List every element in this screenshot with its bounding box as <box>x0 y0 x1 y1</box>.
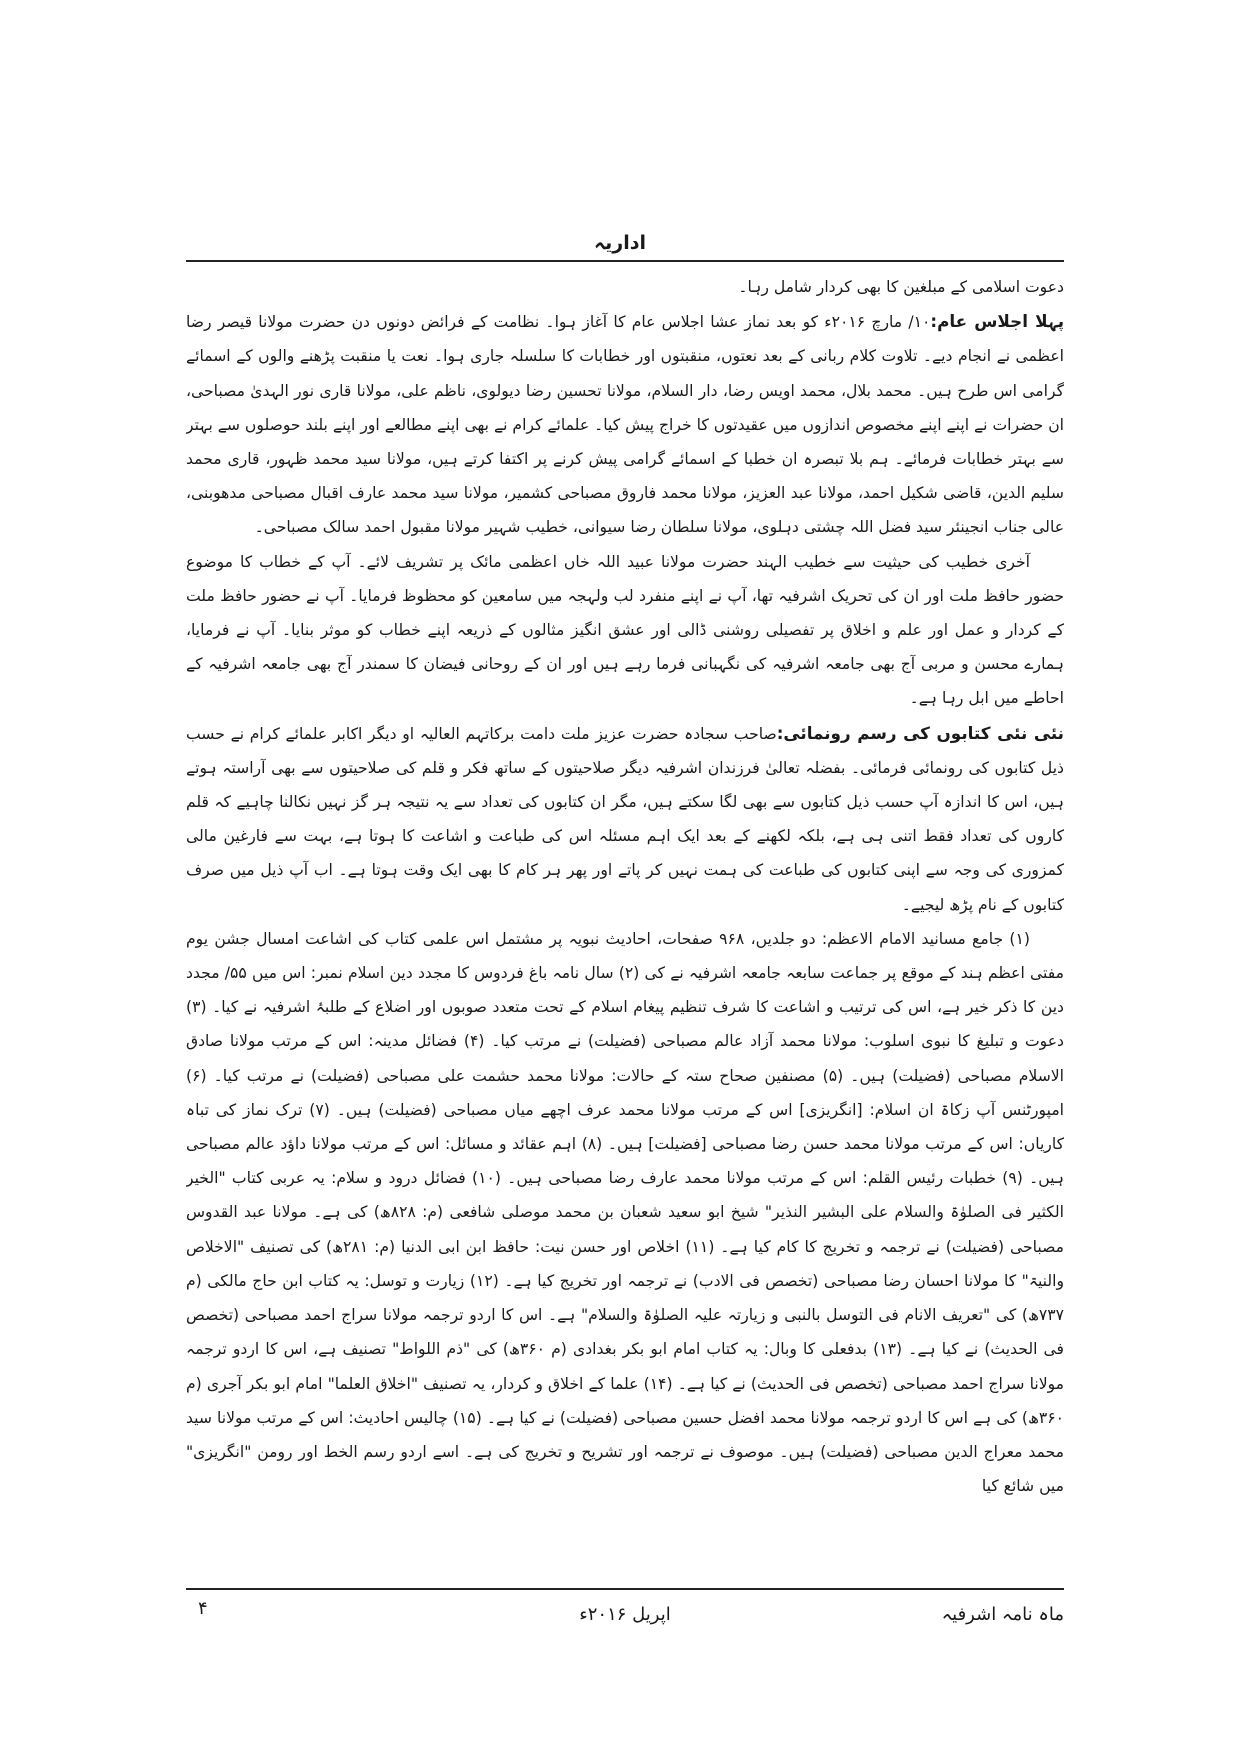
issue-date: اپریل ۲۰۱۶ء <box>579 1604 671 1625</box>
paragraph-4: نئی نئی کتابوں کی رسم رونمائی:صاحب سجادہ حضرت عزیز ملت دامت برکاتہم العالیہ او دیگر اکابر علمائے کرام نے حسب ذیل کتابوں کی رونمائی فرمائی۔ بفضلہ تعالیٰ فرزندان اشرفیہ دیگر صلاحیتوں کے ساتھ فکر و قلم کی صلاحیتوں سے بھی آراستہ ہوتے ہیں، اس کا اندازہ آپ حسب ذیل کتابوں سے بھی لگا سکتے ہیں، مگر ان کتابوں کی تعداد سے یہ نتیجہ ہر گز نہیں نکالنا چاہیے کہ قلم کاروں کی تعداد فقط اتنی ہی ہے، بلکہ لکھنے کے بعد ایک اہم مسئلہ اس کی طباعت و اشاعت کا ہوتا ہے، بہت سے فارغین مالی کمزوری کی وجہ سے اپنی کتابوں کی طباعت کی ہمت نہیں کر پاتے اور پھر ہر کام کا بھی ایک وقت ہوتا ہے۔ اب آپ ذیل میں صرف کتابوں کے نام پڑھ لیجیے۔ <box>186 722 1064 914</box>
header-divider <box>186 260 1064 262</box>
footer-divider <box>186 1588 1064 1590</box>
article-body <box>186 270 1064 1580</box>
paragraph-1: دعوت اسلامی کے مبلغین کا بھی کردار شامل رہا۔ <box>738 278 1064 296</box>
paragraph-4-lead: نئی نئی کتابوں کی رسم رونمائی: <box>776 722 1064 743</box>
page-footer <box>186 1598 1064 1638</box>
paragraph-3: آخری خطیب کی حیثیت سے خطیب الہند حضرت مولانا عبید اللہ خاں اعظمی مائک پر تشریف لائے۔ آپ کے خطاب کا موضوع حضور حافظ ملت اور ان کی تحریک اشرفیہ تھا، آپ نے اپنے منفرد لب ولہجہ میں سامعین کو محظوظ فرمایا۔ آپ نے حضور حافظ ملت کے کردار و عمل اور علم و اخلاق پر تفصیلی روشنی ڈالی اور عشق انگیز مثالوں کے ذریعہ اپنے خطاب کو موثر بنایا۔ آپ نے فرمایا، ہمارے محسن و مربی آج بھی جامعہ اشرفیہ کی نگہبانی فرما رہے ہیں اور ان کے روحانی فیضان کا سمندر آج بھی جامعہ اشرفیہ کے احاطے میں ابل رہا ہے۔ <box>186 552 1064 708</box>
paragraph-2: پہلا اجلاس عام:۱۰/ مارچ ۲۰۱۶ء کو بعد نماز عشا اجلاس عام کا آغاز ہوا۔ نظامت کے فرائض دونوں دن حضرت مولانا قیصر رضا اعظمی نے انجام دیے۔ تلاوت کلام ربانی کے بعد نعتوں، منقبتوں اور خطابات کا سلسلہ جاری ہوا۔ نعت یا منقبت پڑھنے والوں کے اسمائے گرامی اس طرح ہیں۔ محمد بلال، محمد اویس رضا، دار السلام، مولانا تحسین رضا دیولوی، ناظم علی، مولانا قاری نور الہدیٰ مصباحی، ان حضرات نے اپنے اپنے مخصوص اندازوں میں عقیدتوں کا خراج پیش کیا۔ علمائے کرام نے بھی اپنے مطالعے اور اپنے بلند حوصلوں سے بہتر سے بہتر خطابات فرمائے۔ ہم بلا تبصرہ ان خطبا کے اسمائے گرامی پیش کرنے پر اکتفا کرتے ہیں، مولانا سید محمد ظہور، قاری محمد سلیم الدین، قاضی شکیل احمد، مولانا عبد العزیز، مولانا محمد فاروق مصباحی کشمیر، مولانا سید محمد عارف اقبال مصباحی مدھوبنی، عالی جناب انجینئر سید فضل اللہ چشتی دہلوی، مولانا سلطان رضا سیوانی، خطیب شہیر مولانا مقبول احمد سالک مصباحی۔ <box>186 311 1064 537</box>
page-header-title: اداریہ <box>594 232 646 254</box>
paragraph-5: (۱) جامع مسانید الامام الاعظم: دو جلدیں، ۹۶۸ صفحات، احادیث نبویہ پر مشتمل اس علمی کتاب کی اشاعت امسال جشن یوم مفتی اعظم ہند کے موقع پر جماعت سابعہ جامعہ اشرفیہ نے کی (۲) سال نامہ باغ فردوس کا مجدد دین اسلام نمبر: اس میں ۵۵/ مجدد دین کا ذکر خیر ہے، اس کی ترتیب و اشاعت کا شرف تنظیم پیغام اسلام کے تحت متعدد صوبوں اور اضلاع کے طلبۂ اشرفیہ نے کیا۔ (۳) دعوت و تبلیغ کا نبوی اسلوب: مولانا محمد آزاد عالم مصباحی (فضیلت) نے مرتب کیا۔ (۴) فضائل مدینہ: اس کے مرتب مولانا صادق الاسلام مصباحی (فضیلت) ہیں۔ (۵) مصنفین صحاح ستہ کے حالات: مولانا محمد حشمت علی مصباحی (فضیلت) نے مرتب کیا۔ (۶) امپورٹنس آپ زکاۃ ان اسلام: [انگریزی] اس کے مرتب مولانا محمد عرف اچھے میاں مصباحی (فضیلت) ہیں۔ (۷) ترک نماز کی تباہ کاریاں: اس کے مرتب مولانا محمد حسن رضا مصباحی [فضیلت] ہیں۔ (۸) اہم عقائد و مسائل: اس کے مرتب مولانا داؤد عالم مصباحی ہیں۔ (۹) خطبات رئیس القلم: اس کے مرتب مولانا محمد عارف رضا مصباحی ہیں۔ (۱۰) فضائل درود و سلام: یہ عربی کتاب "الخیر الکثیر فی الصلوٰۃ والسلام علی البشیر النذیر" شیخ ابو سعید شعبان بن محمد موصلی شافعی (م: ۸۲۸ھ) کی ہے۔ مولانا عبد القدوس مصباحی (فضیلت) نے ترجمہ و تخریج کا کام کیا ہے۔ (۱۱) اخلاص اور حسن نیت: حافظ ابن ابی الدنیا (م: ۲۸۱ھ) کی تصنیف "الاخلاص والنیۃ" کا مولانا احسان رضا مصباحی (تخصص فی الادب) نے ترجمہ اور تخریج کیا ہے۔ (۱۲) زیارت و توسل: یہ کتاب ابن حاج مالکی (م ۷۳۷ھ) کی "تعریف الانام فی التوسل بالنبی و زیارتہ علیہ الصلوٰۃ والسلام" ہے۔ اس کا اردو ترجمہ مولانا سراج احمد مصباحی (تخصص فی الحدیث) نے کیا ہے۔ (۱۳) بدفعلی کا وبال: یہ کتاب امام ابو بکر بغدادی (م ۳۶۰ھ) کی "ذم اللواط" تصنیف ہے، اس کا اردو ترجمہ مولانا سراج احمد مصباحی (تخصص فی الحدیث) نے کیا ہے۔ (۱۴) علما کے اخلاق و کردار، یہ تصنیف "اخلاق العلما" امام ابو بکر آجری (م ۳۶۰ھ) کی ہے اس کا اردو ترجمہ مولانا محمد افضل حسین مصباحی (فضیلت) نے کیا ہے۔ (۱۵) چالیس احادیث: اس کے مرتب مولانا سید محمد معراج الدین مصباحی (فضیلت) ہیں۔ موصوف نے ترجمہ اور تشریح و تخریج کی ہے۔ اسے اردو رسم الخط اور رومن "انگریزی" میں شائع کیا <box>186 929 1064 1496</box>
paragraph-2-lead: پہلا اجلاس عام: <box>930 311 1064 332</box>
magazine-name: ماہ نامہ اشرفیہ <box>941 1604 1064 1625</box>
page-number: ۴ <box>198 1598 208 1619</box>
